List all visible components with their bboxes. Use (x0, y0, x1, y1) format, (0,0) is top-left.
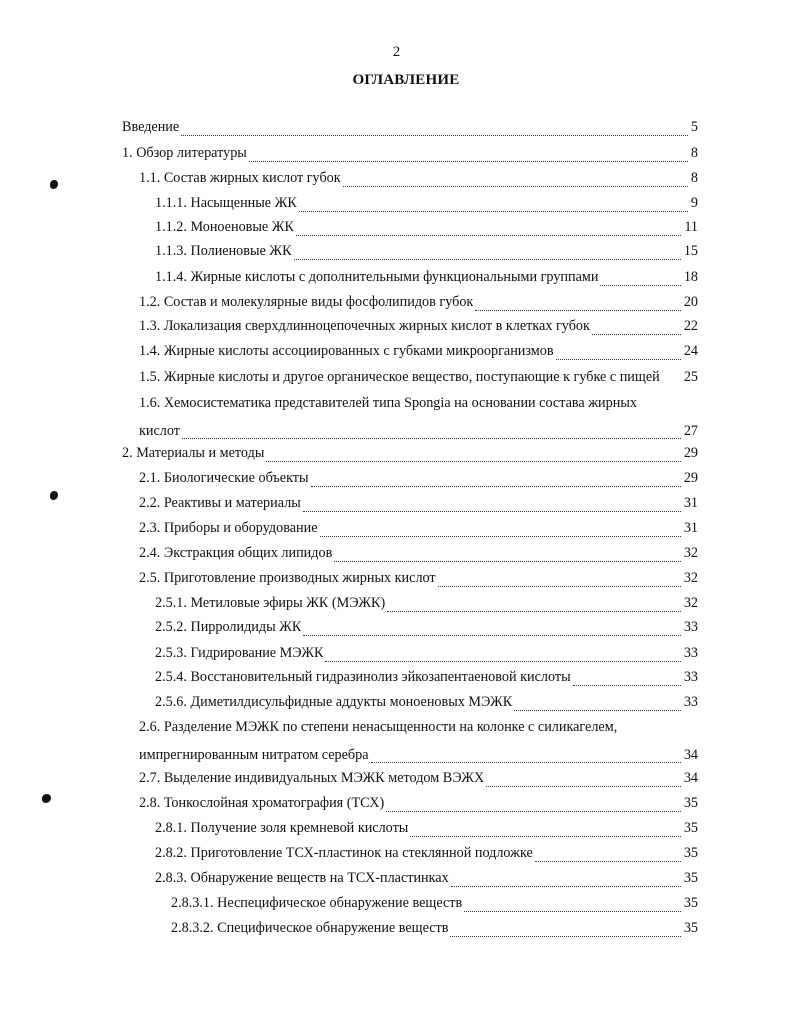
toc-entry[interactable] (139, 794, 698, 814)
toc-entry-page: 31 (683, 495, 698, 511)
leader-dots (387, 600, 681, 612)
toc-entry-page: 32 (683, 570, 698, 586)
toc-entry[interactable] (155, 218, 698, 238)
toc-entry-page: 11 (684, 219, 698, 235)
toc-entry-page: 35 (683, 920, 698, 936)
toc-entry-label: 2.7. Выделение индивидуальных МЭЖК методом ВЭЖХ (139, 770, 485, 786)
leader-dots (325, 650, 680, 662)
leader-dots (451, 875, 681, 887)
toc-entry-label: 2.8.2. Приготовление ТСХ-пластинок на стеклянной подложке (155, 845, 533, 861)
toc-entry[interactable] (155, 844, 698, 864)
toc-entry-label: 2.2. Реактивы и материалы (139, 495, 301, 511)
leader-dots (600, 274, 680, 286)
toc-entry-page: 32 (683, 595, 698, 611)
toc-entry-label: 2.5. Приготовление производных жирных кислот (139, 570, 436, 586)
toc-entry-label: Введение (122, 119, 180, 135)
toc-entry-page: 35 (683, 795, 698, 811)
toc-entry-label: 1.1.4. Жирные кислоты с дополнительными функциональными группами (155, 269, 599, 285)
toc-entry-label: 1.6. Хемосистематика представителей типа Spongia на основании состава жирных (139, 395, 637, 411)
toc-entry-page: 25 (683, 369, 698, 385)
toc-entry[interactable] (122, 144, 698, 164)
toc-entry[interactable] (139, 394, 698, 442)
toc-entry-label: 1.4. Жирные кислоты ассоциированных с губками микроорганизмов (139, 343, 554, 359)
leader-dots (303, 624, 680, 636)
toc-entry-page: 31 (683, 520, 698, 536)
toc-entry-label: 2.1. Биологические объекты (139, 470, 309, 486)
toc-entry[interactable] (155, 618, 698, 638)
toc-entry-page: 29 (683, 470, 698, 486)
toc-entry-label-continued: кислот (139, 423, 180, 439)
toc-entry[interactable] (139, 368, 698, 388)
toc-entry[interactable] (139, 469, 698, 489)
leader-dots (303, 500, 681, 512)
toc-entry-page: 8 (690, 170, 698, 186)
toc-entry-page: 35 (683, 895, 698, 911)
leader-dots (266, 450, 680, 462)
toc-entry[interactable] (139, 317, 698, 337)
leader-dots (535, 850, 681, 862)
leader-dots (320, 525, 681, 537)
toc-entry-label: 1.1.3. Полиеновые ЖК (155, 243, 292, 259)
toc-entry-page: 18 (683, 269, 698, 285)
toc-entry-label: 1.1.2. Моноеновые ЖК (155, 219, 294, 235)
toc-entry[interactable] (139, 169, 698, 189)
toc-entry-page: 34 (683, 770, 698, 786)
toc-entry[interactable] (122, 118, 698, 138)
toc-entry[interactable] (139, 519, 698, 539)
toc-entry[interactable] (155, 668, 698, 688)
toc-entry-page: 8 (690, 145, 698, 161)
leader-dots (181, 124, 688, 136)
toc-entry-label: 1.3. Локализация сверхдлинноцепочечных жирных кислот в клетках губок (139, 318, 590, 334)
leader-dots (475, 299, 680, 311)
toc-entry-label: 2.5.6. Диметилдисульфидные аддукты моноеновых МЭЖК (155, 694, 513, 710)
leader-dots (486, 775, 681, 787)
leader-dots (556, 348, 681, 360)
toc-entry[interactable] (139, 293, 698, 313)
binder-hole-mark (50, 180, 58, 189)
leader-dots (464, 900, 681, 912)
toc-entry-page: 33 (683, 669, 698, 685)
toc-entry-page: 27 (683, 423, 698, 439)
toc-entry[interactable] (139, 769, 698, 789)
leader-dots (592, 323, 681, 335)
toc-entry[interactable] (155, 693, 698, 713)
toc-entry-label: 2.5.3. Гидрирование МЭЖК (155, 645, 324, 661)
toc-entry-page: 35 (683, 820, 698, 836)
leader-dots (386, 800, 681, 812)
toc-entry-page: 22 (683, 318, 698, 334)
toc-entry[interactable] (122, 444, 698, 464)
toc-entry-page: 32 (683, 545, 698, 561)
binder-hole-mark (42, 794, 51, 803)
binder-hole-mark (50, 491, 58, 500)
toc-entry-page: 35 (683, 845, 698, 861)
leader-dots (573, 674, 681, 686)
leader-dots (249, 150, 688, 162)
toc-entry-page: 20 (683, 294, 698, 310)
toc-entry[interactable] (139, 718, 698, 766)
toc-entry-page: 34 (683, 747, 698, 763)
leader-dots (371, 751, 681, 763)
toc-entry[interactable] (171, 919, 698, 939)
toc-entry[interactable] (139, 342, 698, 362)
toc-entry-label: 2.8. Тонкослойная хроматография (ТСХ) (139, 795, 385, 811)
toc-entry[interactable] (155, 268, 698, 288)
toc-entry-label: 2.4. Экстракция общих липидов (139, 545, 333, 561)
toc-entry-page: 9 (690, 195, 698, 211)
toc-entry-label: 2.8.3. Обнаружение веществ на ТСХ-пластинках (155, 870, 449, 886)
toc-entry[interactable] (139, 494, 698, 514)
leader-dots (296, 224, 681, 236)
toc-entry-label: 2.8.3.1. Неспецифическое обнаружение веществ (171, 895, 463, 911)
toc-entry-page: 29 (683, 445, 698, 461)
leader-dots (334, 550, 681, 562)
toc-entry-page: 35 (683, 870, 698, 886)
page-number: 2 (392, 44, 401, 60)
toc-entry[interactable] (155, 242, 698, 262)
toc-entry[interactable] (139, 569, 698, 589)
toc-entry-label: 1.1.1. Насыщенные ЖК (155, 195, 297, 211)
leader-dots (299, 200, 688, 212)
toc-entry-label: 2.5.2. Пирролидиды ЖК (155, 619, 302, 635)
leader-dots (514, 699, 681, 711)
toc-entry[interactable] (155, 869, 698, 889)
leader-dots (662, 375, 681, 386)
toc-entry-label: 1.5. Жирные кислоты и другое органическое вещество, поступающие к губке с пищей (139, 369, 660, 385)
toc-entry[interactable] (155, 194, 698, 214)
toc-entry-label: 2.5.4. Восстановительный гидразинолиз эйкозапентаеновой кислоты (155, 669, 571, 685)
leader-dots (438, 575, 681, 587)
toc-entry-page: 5 (690, 119, 698, 135)
leader-dots (311, 475, 681, 487)
toc-entry-page: 15 (683, 243, 698, 259)
toc-entry-label: 2. Материалы и методы (122, 445, 265, 461)
toc-entry-page: 33 (683, 694, 698, 710)
toc-entry-label: 2.6. Разделение МЭЖК по степени ненасыщенности на колонке с силикагелем, (139, 719, 618, 735)
toc-entry-label: 2.8.3.2. Специфическое обнаружение веществ (171, 920, 449, 936)
leader-dots (182, 427, 681, 439)
toc-entry-page: 24 (683, 343, 698, 359)
toc-entry-label: 1. Обзор литературы (122, 145, 247, 161)
toc-title: ОГЛАВЛЕНИЕ (352, 72, 460, 88)
toc-entry-label: 1.2. Состав и молекулярные виды фосфолипидов губок (139, 294, 474, 310)
leader-dots (450, 925, 680, 937)
toc-entry-label: 2.3. Приборы и оборудование (139, 520, 318, 536)
leader-dots (294, 248, 681, 260)
toc-entry[interactable] (171, 894, 698, 914)
leader-dots (343, 175, 688, 187)
toc-entry-label-continued: импрегнированным нитратом серебра (139, 747, 369, 763)
toc-entry[interactable] (155, 819, 698, 839)
toc-entry-label: 1.1. Состав жирных кислот губок (139, 170, 341, 186)
toc-entry[interactable] (155, 594, 698, 614)
leader-dots (410, 825, 680, 837)
toc-entry-page: 33 (683, 645, 698, 661)
toc-entry[interactable] (155, 644, 698, 664)
toc-entry[interactable] (139, 544, 698, 564)
toc-entry-label: 2.8.1. Получение золя кремневой кислоты (155, 820, 409, 836)
toc-entry-page: 33 (683, 619, 698, 635)
toc-entry-label: 2.5.1. Метиловые эфиры ЖК (МЭЖК) (155, 595, 386, 611)
